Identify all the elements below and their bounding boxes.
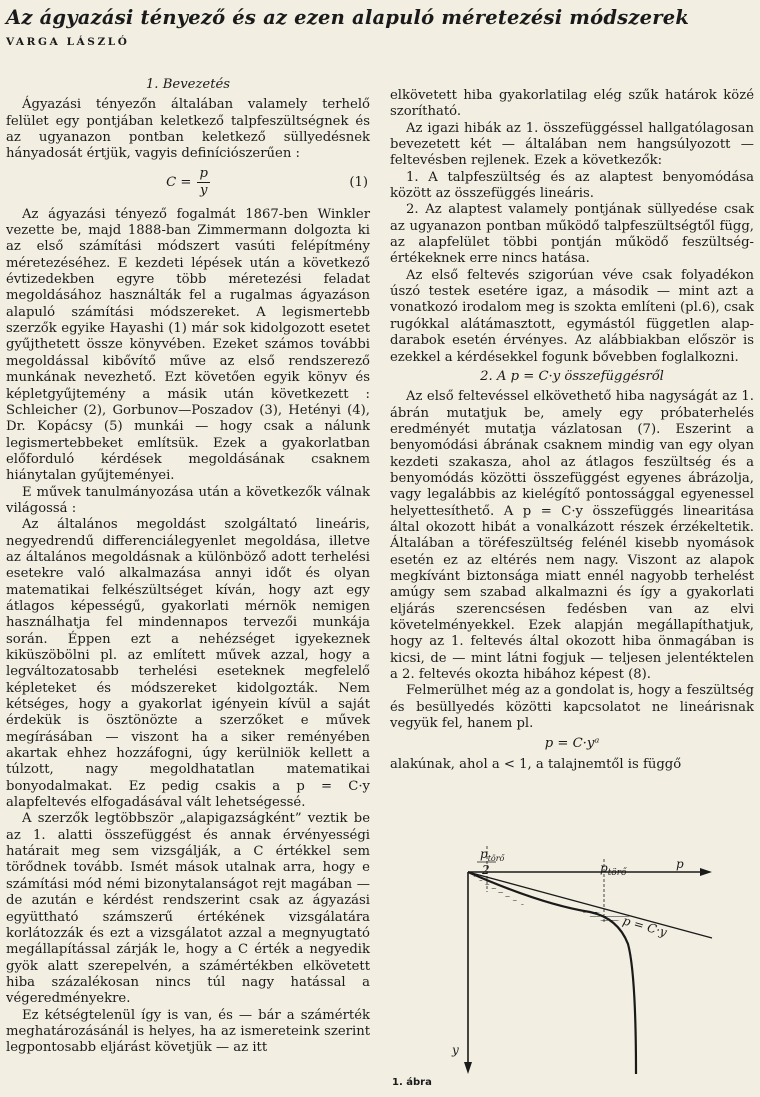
paragraph: E művek tanulmányozása után a következők válnak világossá : [6,484,370,516]
y-axis-label: y [452,1043,459,1057]
column-right [390,88,754,773]
p-axis-arrow [700,868,712,876]
formula-numerator: p [197,166,209,183]
paragraph: Felmerülhet még az a gondolat is, hogy a feszültség és besüllyedés közötti kapcsolatot ne lineárisnak vegyük fel, hanem pl. [390,683,754,732]
list-item: 1. A talpfeszültség és az alaptest benyomódása között az összefüggés lineáris. [390,169,754,202]
linear-approximation-line [468,872,712,938]
failure-load-label: $p_{törő}$ [600,861,627,878]
list-item: 2. Az alaptest valamely pontjának süllyedése csak az ugyanazon pontban működő talpfeszültségtől függ, az alapfelület többi pontján működő feszültség-értékeknek erre nincs hatása. [390,202,754,267]
article-title: Az ágyazási tényező és az ezen alapuló méretezési módszerek [6,6,690,29]
section-heading-2: 2. A p = C·y összefüggésről [480,368,664,384]
formula-1 [6,165,370,201]
paragraph: elkövetett hiba gyakorlatilag elég szűk határok közé szorítható. [390,88,754,120]
half-load-denominator: 2 [482,863,490,877]
paragraph: Az általános megoldást szolgáltató lineáris, negyedrendű differenciálegyenlet megoldása, illetve az általános megoldásnak a különböző adott terhelési esetekre való alkalmazása annyi időt és olyan matematikai felkészültséget kíván, hogy azt egy átlagos képességű, gyakorlati mérnök nemigen használhatja fel mindennapos tervezői munkája során. Éppen ezt a nehézséget igyekeznek kiküszöbölni pl. az említett művek azzal, hogy a legváltozatosabb terhelési eseteknek megfelelő képleteket és módszereket kidolgozták. Nem kétséges, hogy a gyakorlat igényein kívül a saját érdekük is ösztönözte a szerzőket e művek megírásában — viszont ha a siker reményében akartak ehhez hozzáfogni, úgy kerülniök kellett a túlzott, nagy megoldhatatlan matematikai bonyodalmakat. Ez pedig csakis a p = C·y alapfeltevés elfogadásával vált lehetségessé. [6,517,370,811]
linear-line-label: p = C·y [621,913,669,940]
paragraph: Ez kétségtelenül így is van, és — bár a számérték meghatározásánál is helyes, ha az ismereteink szerint legpontosabb eljárást követjük — az itt [6,1007,370,1056]
equation-number: (1) [349,174,368,190]
formula-denominator: y [199,183,208,199]
paragraph: Az első feltevés szigorúan véve csak folyadékon úszó testek esetére igaz, a második — mint azt a vonatkozó irodalom meg is szokta említeni (pl.6), csak rugókkal alátámasztott, egymástól független alap-darabok esetén érvényes. Az alábbiakban először is ezekkel a kérdésekkel fogunk bővebben foglalkozni. [390,267,754,365]
paragraph: alakúnak, ahol a < 1, a talajnemtől is függő [390,756,682,772]
paragraph: Az első feltevéssel elkövethető hiba nagyságát az 1. ábrán mutatjuk be, amely egy próbaterhelés eredményét mutatja vázlatosan (7). Eszerint a benyomódási ábrának csaknem mindig van egy olyan kezdeti szakasza, ahol az átlagos feszültség és a benyomódás közötti összefüggést egyenes ábrázolja, vagy legalábbis az kielégítő pontossággal egyenessel helyettesíthető. A p = C·y összefüggés linearitása által okozott hibát a vonalkázott részek érzékeltetik. Általában a töréfeszültség felénél kisebb nyomások esetén ez az eltérés nem nagy. Viszont az alapok megkívánt biztonsága miatt ennél nagyobb terhelést amúgy sem szabad alkalmazni és így a gyakorlati eljárás szerencsésen fedésben van az elvi követelményekkel. Ezek alapján megállapíthatjuk, hogy az 1. feltevés által okozott hiba önmagában is kicsi, de — mint látni fogjuk — teljesen jelentéktelen a 2. feltevés okozta hibához képest (8). [390,389,754,683]
settlement-curve [468,872,636,1074]
formula-fraction [197,166,209,200]
paragraph: Az ágyazási tényező fogalmát 1867-ben Winkler vezette be, majd 1888-ban Zimmermann dolgozta ki az első számítási módszert vasúti felépítmény méretezéséhez. E kezdeti lépések után a következő évtizedekben egyre több méretezési feladat megoldásához használták fel a rugalmas ágyazáson alapuló számítási módszereket. A legismertebb szerzők egyike Hayashi (1) már sok kidolgozott esetet gyűjthetett össze könyvében. Ezeket számos további megoldással kibővítő műve az első rendszerező munkának nevezhető. Ezt követően egyik könyv és képletgyűjtemény a másik után következett : Schleicher (2), Gorbunov—Poszadov (3), Hetényi (4), Dr. Kopácsy (5) munkái — hogy csak a nálunk legismertebbeket említsük. Ezek a gyakorlatban előforduló kérdések megoldásának csaknem hiánytalan gyűjteményei. [6,206,370,484]
section-heading-intro: 1. Bevezetés [145,77,231,92]
figure-1 [390,784,758,1094]
formula-2: p = C·yᵃ [544,736,600,752]
column-left [6,74,370,1057]
half-load-label: $p_{törő}$ [480,847,505,863]
paragraph: Ágyazási tényezőn általában valamely terhelő felület egy pontjában keletkező talpfeszültségnek és az ugyanazon pontban keletkező süllyedésnek hányadosát értjük, vagyis definíciószerűen : [6,97,370,162]
author-name: VARGA LÁSZLÓ [6,36,130,48]
p-axis-label: p [676,857,684,871]
figure-caption: 1. ábra [392,1077,432,1088]
hatched-region-1 [468,872,530,908]
paragraph: A szerzők legtöbbször „alapigazságként” veztik be az 1. alatti összefüggést és annak érvényességi határait meg sem vizsgálják, a C értékkel sem törődnek tovább. Ismét mások utalnak arra, hogy e számítási mód némi bizonytalanságot rejt magában — de azután e kérdést rendszerint csak az ágyazási együttható számszerű értékének vizsgálatára korlátozzák és ezt a vizsgálatot azzal a megnyugtató megállapítással zárják le, hogy a C érték a negyedik gyök alatt szerepelvén, a számértékben elkövetett hiba százalékosan nincs túl nagy hatással a végeredményekre. [6,811,370,1007]
paragraph: Az igazi hibák az 1. összefüggéssel hallgatólagosan bevezetett két — általában nem hangsúlyozott — feltevésben rejlenek. Ezek a következők: [390,120,754,169]
y-axis-arrow [464,1062,472,1074]
formula-lhs: C = [166,174,192,190]
